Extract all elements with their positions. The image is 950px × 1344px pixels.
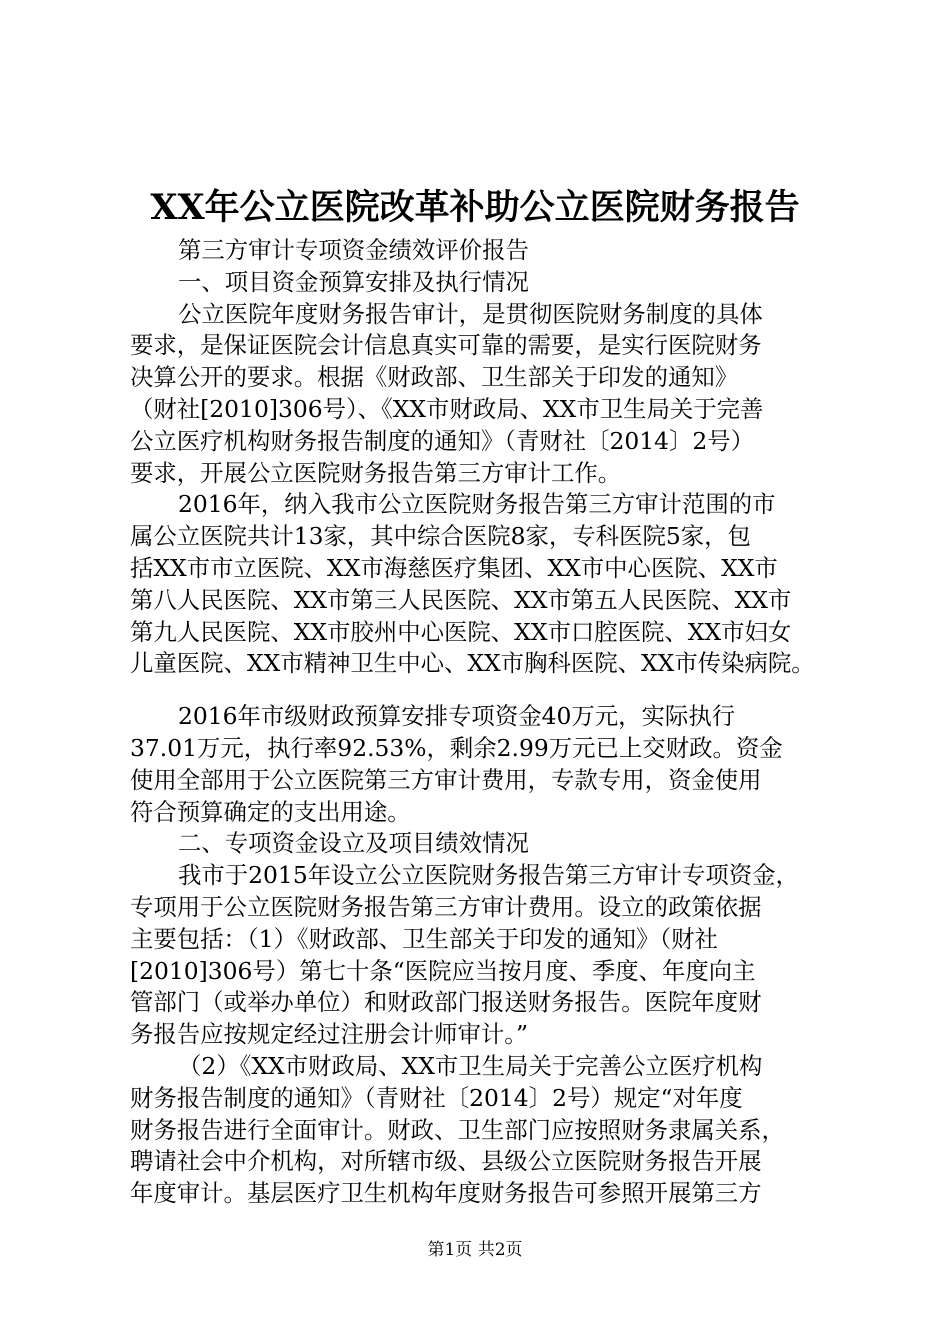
- text-line: 第三方审计专项资金绩效评价报告: [178, 236, 529, 264]
- text-line: 要求，是保证医院会计信息真实可靠的需要，是实行医院财务: [130, 331, 762, 360]
- document-title: XX年公立医院改革补助公立医院财务报告: [150, 187, 800, 228]
- text-line: 聘请社会中介机构，对所辖市级、县级公立医院财务报告开展: [130, 1147, 762, 1176]
- text-line: [2010]306号）第七十条“医院应当按月度、季度、年度向主: [130, 956, 756, 985]
- text-line: 括XX市市立医院、XX市海慈医疗集团、XX市中心医院、XX市: [130, 553, 778, 582]
- blank-line: [130, 680, 830, 701]
- text-line: 一、项目资金预算安排及执行情况: [178, 267, 529, 296]
- text-line: 主要包括：（1）《财政部、卫生部关于印发的通知》（财社: [130, 924, 718, 953]
- text-line: 管部门（或举办单位）和财政部门报送财务报告。医院年度财: [130, 988, 762, 1017]
- text-line: 第九人民医院、XX市胶州中心医院、XX市口腔医院、XX市妇女: [130, 617, 792, 646]
- text-line: 二、专项资金设立及项目绩效情况: [178, 829, 529, 858]
- page-footer: 第1页 共2页: [427, 1240, 523, 1260]
- text-line: 我市于2015年设立公立医院财务报告第三方审计专项资金，: [178, 861, 799, 890]
- text-line: 符合预算确定的支出用途。: [130, 797, 411, 826]
- text-line: 第八人民医院、XX市第三人民医院、XX市第五人民医院、XX市: [130, 585, 792, 614]
- text-line: 使用全部用于公立医院第三方审计费用，专款专用，资金使用: [130, 765, 762, 794]
- document-body: [130, 235, 830, 1210]
- text-line: 要求，开展公立医院财务报告第三方审计工作。: [130, 458, 622, 487]
- text-line: 属公立医院共计13家，其中综合医院8家，专科医院5家，包: [130, 522, 751, 551]
- text-line: 儿童医院、XX市精神卫生中心、XX市胸科医院、XX市传染病院。: [130, 649, 815, 678]
- text-line: 公立医疗机构财务报告制度的通知》（青财社〔2014〕2号）: [130, 426, 755, 455]
- text-line: 专项用于公立医院财务报告第三方审计费用。设立的政策依据: [130, 892, 762, 921]
- text-line: 务报告应按规定经过注册会计师审计。”: [130, 1020, 528, 1049]
- text-line: 公立医院年度财务报告审计，是贯彻医院财务制度的具体: [178, 299, 763, 328]
- text-line: 年度审计。基层医疗卫生机构年度财务报告可参照开展第三方: [130, 1179, 762, 1208]
- text-line: 财务报告进行全面审计。财政、卫生部门应按照财务隶属关系，: [130, 1115, 785, 1144]
- text-line: （财社[2010]306号）、《XX市财政局、XX市卫生局关于完善: [130, 394, 764, 423]
- text-line: 37.01万元，执行率92.53%，剩余2.99万元已上交财政。资金: [130, 733, 783, 762]
- text-line: （2）《XX市财政局、XX市卫生局关于完善公立医疗机构: [178, 1051, 763, 1080]
- text-line: 决算公开的要求。根据《财政部、卫生部关于印发的通知》: [130, 363, 739, 392]
- text-line: 2016年市级财政预算安排专项资金40万元，实际执行: [178, 702, 736, 731]
- text-line: 2016年，纳入我市公立医院财务报告第三方审计范围的市: [178, 490, 776, 519]
- text-line: 财务报告制度的通知》（青财社〔2014〕2号）规定“对年度: [130, 1083, 743, 1112]
